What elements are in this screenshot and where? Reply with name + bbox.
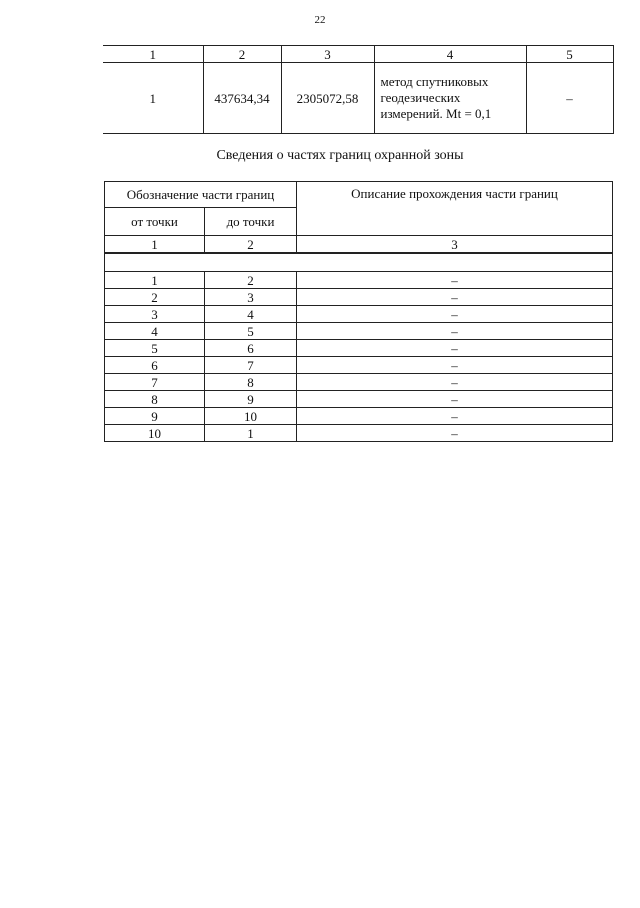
row-to-cell: 5 [205,323,297,340]
section-title: Сведения о частях границ охранной зоны [216,148,464,163]
parts-table-body [105,272,613,442]
boundary-parts-table [104,181,613,442]
row-from-cell: 6 [105,357,205,374]
coord-col5-value: – [526,63,613,134]
table-row [105,272,613,289]
column-number-2: 2 [205,236,297,254]
table-row [105,408,613,425]
header-from-point: от точки [105,208,205,236]
parts-header-row-1 [105,182,613,208]
row-desc-cell: – [297,340,613,357]
method-line-1: метод спутниковых [380,74,489,89]
row-desc-cell: – [297,306,613,323]
row-from-cell: 9 [105,408,205,425]
column-number-1: 1 [105,236,205,254]
row-from-cell: 10 [105,425,205,442]
row-to-cell: 9 [205,391,297,408]
row-desc-cell: – [297,391,613,408]
row-from-cell: 7 [105,374,205,391]
coord-header-cell-3: 3 [281,46,374,63]
row-from-cell: 5 [105,340,205,357]
row-to-cell: 10 [205,408,297,425]
coord-method-cell [374,63,526,134]
table-row [105,374,613,391]
row-from-cell: 3 [105,306,205,323]
table-row [105,425,613,442]
coord-header-cell-5: 5 [526,46,613,63]
coord-x-value: 437634,34 [203,63,281,134]
spacer-cell [105,253,613,272]
coord-point-number: 1 [103,63,203,134]
header-to-point: до точки [205,208,297,236]
row-from-cell: 8 [105,391,205,408]
column-number-3: 3 [297,236,613,254]
table-row [105,289,613,306]
row-to-cell: 8 [205,374,297,391]
row-to-cell: 2 [205,272,297,289]
row-to-cell: 3 [205,289,297,306]
coord-table-header-row [103,46,613,63]
coord-y-value: 2305072,58 [281,63,374,134]
method-line-2: геодезических [380,90,461,105]
row-to-cell: 6 [205,340,297,357]
coord-header-cell-1: 1 [103,46,203,63]
row-from-cell: 4 [105,323,205,340]
row-to-cell: 1 [205,425,297,442]
header-boundary-designation: Обозначение части границ [105,182,297,208]
coordinates-table [103,45,614,134]
parts-spacer-row [105,253,613,272]
parts-column-numbers-row [105,236,613,254]
table-row [105,323,613,340]
header-description: Описание прохождения части границ [297,182,613,236]
row-to-cell: 4 [205,306,297,323]
page-number: 22 [314,14,326,26]
row-to-cell: 7 [205,357,297,374]
row-desc-cell: – [297,374,613,391]
method-line-3: измерений. Mt = 0,1 [380,106,492,121]
row-desc-cell: – [297,323,613,340]
row-desc-cell: – [297,408,613,425]
row-desc-cell: – [297,425,613,442]
table-row [105,357,613,374]
row-desc-cell: – [297,357,613,374]
coord-header-cell-4: 4 [374,46,526,63]
coord-table-row [103,63,613,134]
row-from-cell: 2 [105,289,205,306]
row-from-cell: 1 [105,272,205,289]
row-desc-cell: – [297,272,613,289]
table-row [105,340,613,357]
row-desc-cell: – [297,289,613,306]
table-row [105,306,613,323]
coord-header-cell-2: 2 [203,46,281,63]
table-row [105,391,613,408]
